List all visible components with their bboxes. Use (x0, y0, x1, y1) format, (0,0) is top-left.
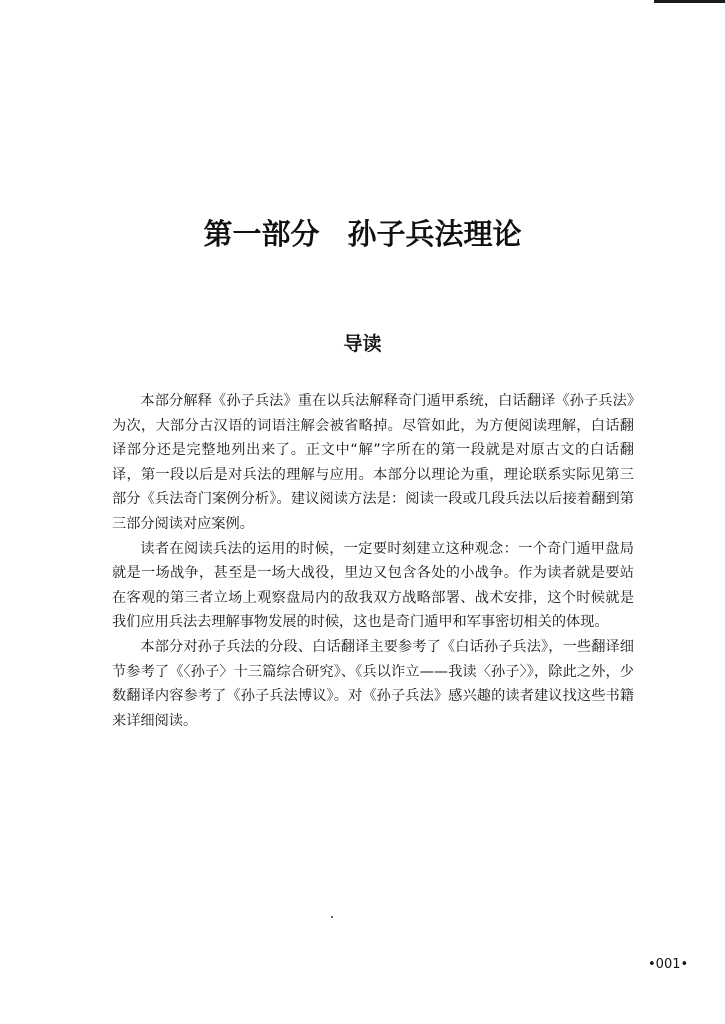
part-title (0, 212, 725, 253)
section-title: 导读 (343, 333, 382, 355)
paragraph-3: 本部分对孙子兵法的分段、白话翻译主要参考了《白话孙子兵法》，一些翻译细节参考了《〈孙子〉十三篇综合研究》、《兵以诈立——我读〈孙子〉》，除此之外，少数翻译内容参考了《孙子兵法博议》。对《孙子兵法》感兴趣的读者建议找这些书籍来详细阅读。 (112, 638, 634, 729)
paragraph-1: 本部分解释《孙子兵法》重在以兵法解释奇门遁甲系统，白话翻译《孙子兵法》为次，大部分古汉语的词语注解会被省略掉。尽管如此，为方便阅读理解，白话翻译部分还是完整地列出来了。正文中“解”字所在的第一段就是对原古文的白话翻译，第一段以后是对兵法的理解与应用。本部分以理论为重，理论联系实际见第三部分《兵法奇门案例分析》。建议阅读方法是：阅读一段或几段兵法以后接着翻到第三部分阅读对应案例。 (112, 393, 634, 532)
page-number: •001• (648, 957, 689, 972)
scan-dot-mark (331, 916, 333, 918)
body-text (112, 389, 634, 733)
part-title-name: 孙子兵法理论 (347, 217, 522, 251)
paragraph-2: 读者在阅读兵法的运用的时候，一定要时刻建立这种观念：一个奇门遁甲盘局就是一场战争，甚至是一场大战役，里边又包含各处的小战争。作为读者就是要站在客观的第三者立场上观察盘局内的敌我双方战略部署、战术安排，这个时候就是我们应用兵法去理解事物发展的时候，这也是奇门遁甲和军事密切相关的体现。 (112, 540, 634, 631)
top-edge-mark (654, 0, 725, 3)
part-title-number: 第一部分 (203, 217, 320, 251)
